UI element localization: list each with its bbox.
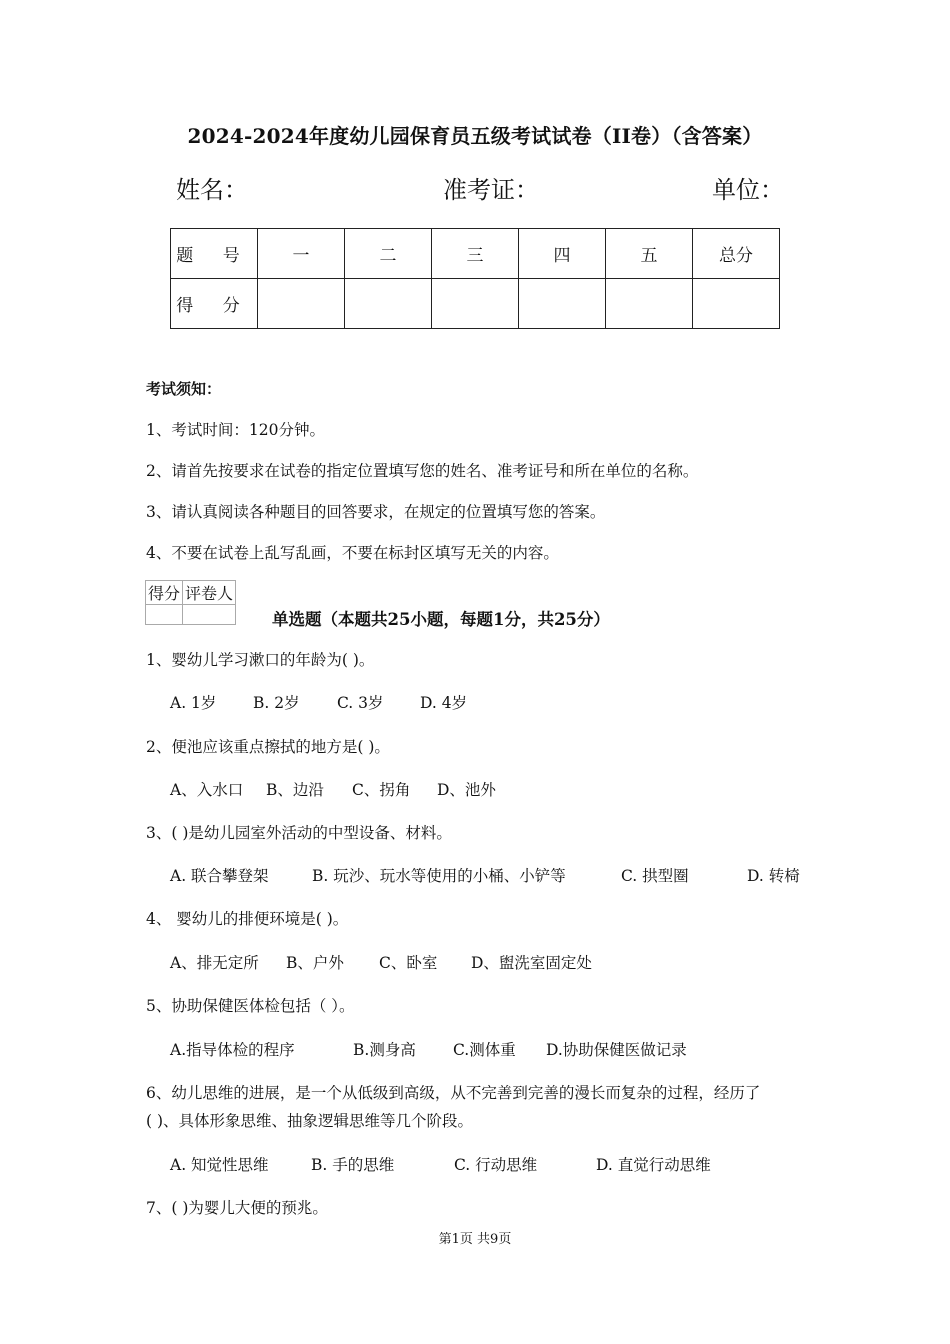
question-option: C. 3岁	[337, 694, 384, 712]
score-table-header-cell: 五	[606, 229, 693, 279]
score-table-header-cell: 三	[432, 229, 519, 279]
score-table-score-row	[171, 279, 780, 329]
question-option: A、排无定所	[170, 954, 259, 972]
question-option: D. 直觉行动思维	[596, 1156, 711, 1174]
question-option: C. 行动思维	[454, 1156, 538, 1174]
question-option: C、拐角	[352, 781, 411, 799]
question-option: B、户外	[286, 954, 344, 972]
question-option: A. 1岁	[170, 694, 217, 712]
question-stem-continued: ( )、具体形象思维、抽象逻辑思维等几个阶段。	[146, 1112, 474, 1130]
exam-id-field-label: 准考证：	[443, 176, 539, 204]
question-option: C、卧室	[379, 954, 438, 972]
question-option: D. 4岁	[420, 694, 468, 712]
score-table-header-cell: 总分	[693, 229, 780, 279]
exam-title: 2024-2024年度幼儿园保育员五级考试试卷（II卷）（含答案）	[187, 124, 763, 148]
question-option: B.测身高	[353, 1041, 416, 1059]
question-option: B、边沿	[266, 781, 324, 799]
question-stem: 4、 婴幼儿的排便环境是( )。	[146, 910, 349, 928]
score-table-header-cell: 二	[345, 229, 432, 279]
notice-item: 4、不要在试卷上乱写乱画，不要在标封区填写无关的内容。	[146, 544, 559, 562]
grader-score-label: 得分	[146, 581, 183, 605]
question-stem: 6、幼儿思维的进展，是一个从低级到高级，从不完善到完善的漫长而复杂的过程，经历了	[146, 1084, 761, 1102]
notice-item: 2、请首先按要求在试卷的指定位置填写您的姓名、准考证号和所在单位的名称。	[146, 462, 699, 480]
grader-reviewer-label: 评卷人	[183, 581, 236, 605]
notice-heading: 考试须知：	[146, 380, 222, 398]
question-stem: 2、便池应该重点擦拭的地方是( )。	[146, 738, 390, 756]
question-option: A. 知觉性思维	[170, 1156, 269, 1174]
section-title: 单选题（本题共25小题，每题1分，共25分）	[272, 610, 610, 629]
grader-reviewer-cell[interactable]	[183, 605, 236, 625]
score-table-header-cell: 题 号	[171, 229, 258, 279]
score-cell[interactable]	[345, 279, 432, 329]
question-stem: 3、( )是幼儿园室外活动的中型设备、材料。	[146, 824, 452, 842]
question-stem: 5、协助保健医体检包括（ ）。	[146, 997, 355, 1015]
score-cell[interactable]	[258, 279, 345, 329]
question-option: A.指导体检的程序	[170, 1041, 295, 1059]
question-option: B. 2岁	[253, 694, 300, 712]
score-cell[interactable]	[519, 279, 606, 329]
question-option: C. 拱型圈	[621, 867, 689, 885]
question-option: D.协助保健医做记录	[546, 1041, 687, 1059]
score-cell[interactable]	[432, 279, 519, 329]
question-stem: 7、( )为婴儿大便的预兆。	[146, 1199, 328, 1217]
question-option: D、盥洗室固定处	[471, 954, 592, 972]
score-table	[170, 228, 780, 329]
question-option: C.测体重	[453, 1041, 516, 1059]
score-table-header-cell: 一	[258, 229, 345, 279]
grader-score-cell[interactable]	[146, 605, 183, 625]
question-option: B. 手的思维	[311, 1156, 395, 1174]
score-cell[interactable]	[693, 279, 780, 329]
question-option: D. 转椅	[747, 867, 800, 885]
score-row-label: 得 分	[171, 279, 258, 329]
score-table-header-row	[171, 229, 780, 279]
page-footer: 第1页 共9页	[438, 1232, 512, 1247]
question-option: D、池外	[437, 781, 496, 799]
unit-field-label: 单位：	[712, 176, 784, 204]
grader-box	[145, 580, 236, 625]
name-field-label: 姓名：	[176, 176, 248, 204]
question-stem: 1、婴幼儿学习漱口的年龄为( )。	[146, 651, 375, 669]
score-table-header-cell: 四	[519, 229, 606, 279]
question-option: A、入水口	[170, 781, 244, 799]
notice-item: 1、考试时间：120分钟。	[146, 421, 325, 439]
question-option: B. 玩沙、玩水等使用的小桶、小铲等	[312, 867, 566, 885]
notice-item: 3、请认真阅读各种题目的回答要求，在规定的位置填写您的答案。	[146, 503, 606, 521]
score-cell[interactable]	[606, 279, 693, 329]
question-option: A. 联合攀登架	[170, 867, 269, 885]
